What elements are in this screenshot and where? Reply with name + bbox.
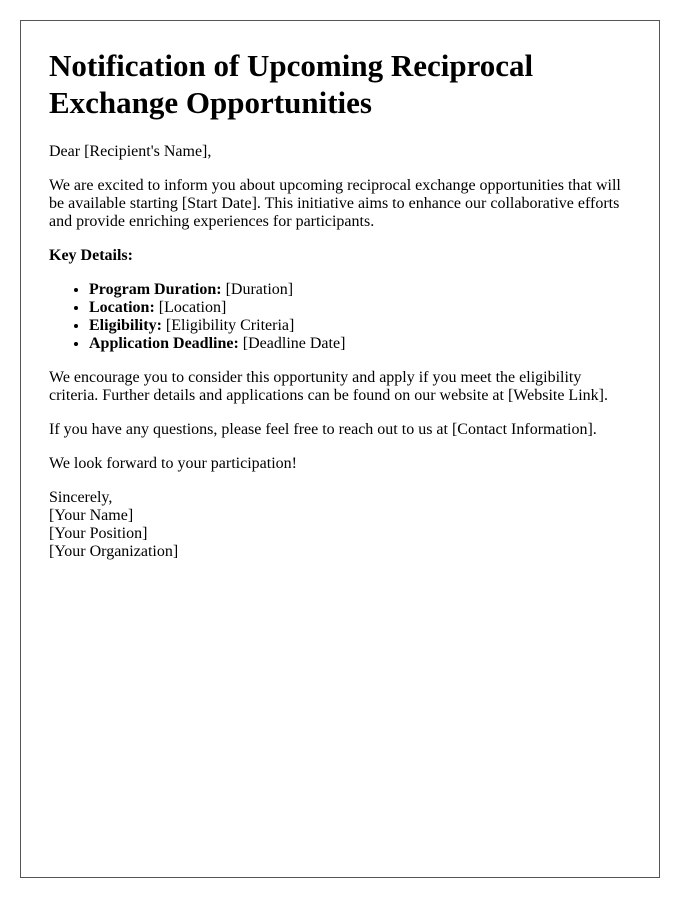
letter-page (20, 20, 660, 878)
key-details-heading (49, 247, 631, 265)
key-detail-item-location (89, 299, 631, 317)
key-detail-value: [Eligibility Criteria] (161, 317, 295, 334)
key-details-heading-text: Key Details: (49, 247, 133, 264)
key-detail-value: [Duration] (221, 281, 294, 298)
letter-greeting: Dear [Recipient's Name], (49, 143, 212, 160)
key-detail-item-eligibility (89, 317, 631, 335)
key-detail-label: Eligibility: (89, 317, 162, 334)
letter-title: Notification of Upcoming Reciprocal Exchange Opportunities (49, 48, 534, 120)
key-details-list (49, 281, 631, 353)
key-detail-value: [Deadline Date] (238, 335, 346, 352)
signoff: Sincerely, (49, 489, 113, 506)
letter-closing-line: We look forward to your participation! (49, 455, 297, 472)
key-detail-item-duration (89, 281, 631, 299)
key-detail-value: [Location] (154, 299, 227, 316)
key-detail-label: Program Duration: (89, 281, 222, 298)
key-detail-label: Application Deadline: (89, 335, 239, 352)
letter-signature-block (49, 489, 631, 561)
letter-intro-paragraph: We are excited to inform you about upcoming reciprocal exchange opportunities that will be available starting [Start Date]. This initiative aims to enhance our collaborative efforts and provide enriching experiences for participants. (49, 177, 621, 230)
letter-encourage-paragraph: We encourage you to consider this opportunity and apply if you meet the eligibility criteria. Further details and applications can be found on our website at [Website Link]. (49, 369, 608, 404)
signature-organization: [Your Organization] (49, 543, 179, 560)
letter-questions-paragraph: If you have any questions, please feel free to reach out to us at [Contact Information]. (49, 421, 597, 438)
signature-position: [Your Position] (49, 525, 148, 542)
key-detail-label: Location: (89, 299, 155, 316)
signature-name: [Your Name] (49, 507, 134, 524)
key-detail-item-deadline (89, 335, 631, 353)
